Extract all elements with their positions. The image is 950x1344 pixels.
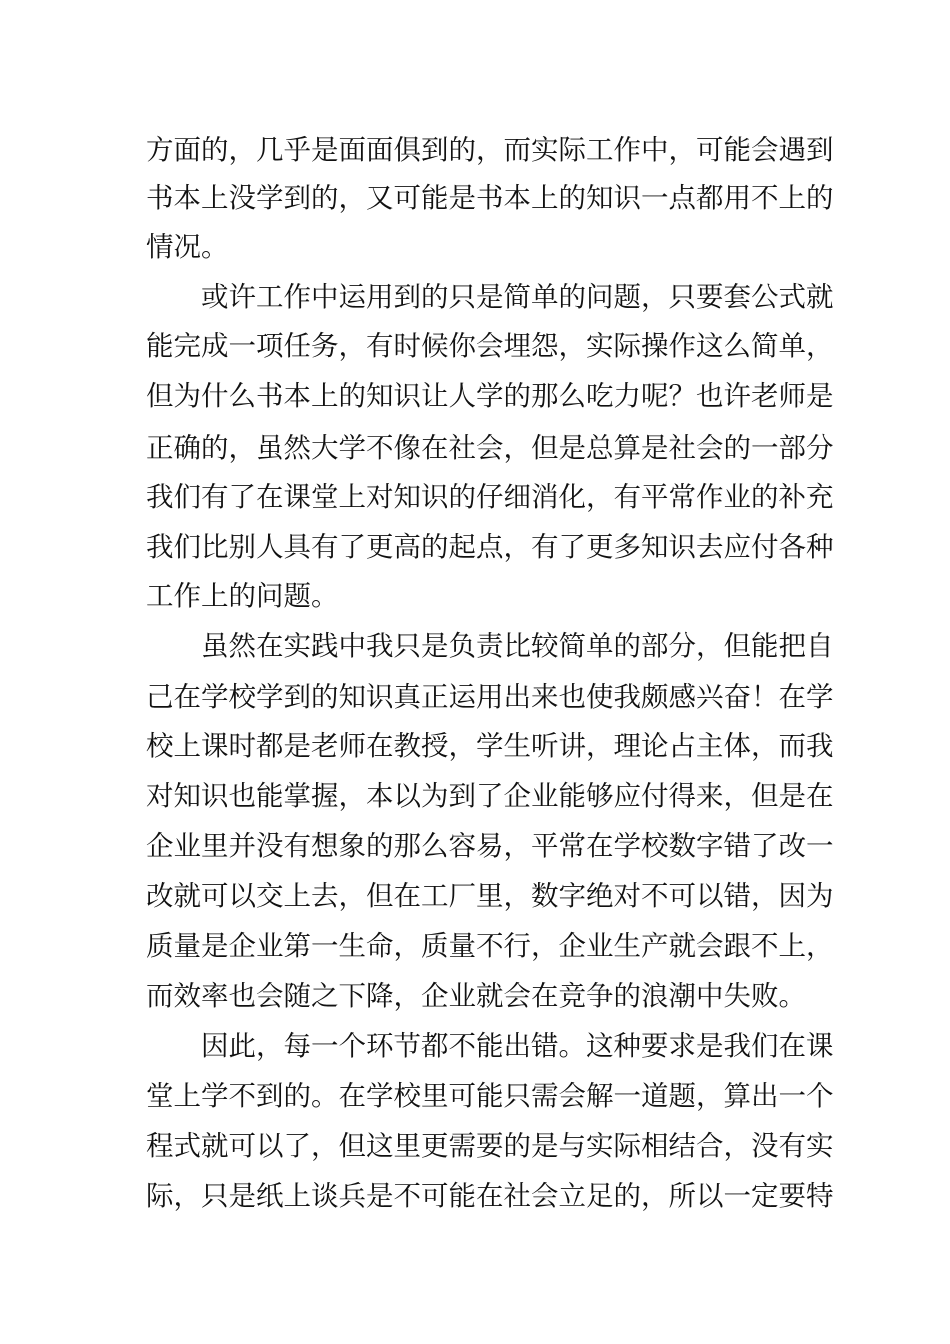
text-line: 质量是企业第一生命，质量不行，企业生产就会跟不上， — [146, 930, 834, 962]
text-line: 书本上没学到的，又可能是书本上的知识一点都用不上的 — [146, 182, 834, 214]
text-line: 校上课时都是老师在教授，学生听讲，理论占主体，而我 — [146, 730, 834, 762]
paragraph-first-line: 或许工作中运用到的只是简单的问题，只要套公式就 — [201, 281, 834, 313]
paragraph-first-line: 因此，每一个环节都不能出错。这种要求是我们在课 — [201, 1030, 834, 1062]
text-line: 己在学校学到的知识真正运用出来也使我颇感兴奋！在学 — [146, 681, 834, 713]
text-line: 能完成一项任务，有时候你会埋怨，实际操作这么简单， — [146, 330, 834, 362]
text-line: 正确的，虽然大学不像在社会，但是总算是社会的一部分 — [146, 432, 834, 464]
text-line: 我们有了在课堂上对知识的仔细消化，有平常作业的补充 — [146, 481, 834, 513]
text-line: 际，只是纸上谈兵是不可能在社会立足的，所以一定要特 — [146, 1180, 834, 1212]
text-line: 我们比别人具有了更高的起点，有了更多知识去应付各种 — [146, 531, 834, 563]
text-line: 而效率也会随之下降，企业就会在竞争的浪潮中失败。 — [146, 980, 806, 1012]
text-line: 堂上学不到的。在学校里可能只需会解一道题，算出一个 — [146, 1080, 834, 1112]
text-line: 企业里并没有想象的那么容易，平常在学校数字错了改一 — [146, 830, 834, 862]
text-line: 改就可以交上去，但在工厂里，数字绝对不可以错，因为 — [146, 880, 834, 912]
text-line: 程式就可以了，但这里更需要的是与实际相结合，没有实 — [146, 1130, 834, 1162]
text-line: 对知识也能掌握，本以为到了企业能够应付得来，但是在 — [146, 780, 834, 812]
text-line: 方面的，几乎是面面俱到的，而实际工作中，可能会遇到 — [146, 134, 834, 166]
paragraph-first-line: 虽然在实践中我只是负责比较简单的部分，但能把自 — [201, 630, 834, 662]
text-line: 但为什么书本上的知识让人学的那么吃力呢？也许老师是 — [146, 380, 834, 412]
text-line: 情况。 — [146, 231, 229, 263]
text-line: 工作上的问题。 — [146, 580, 339, 612]
